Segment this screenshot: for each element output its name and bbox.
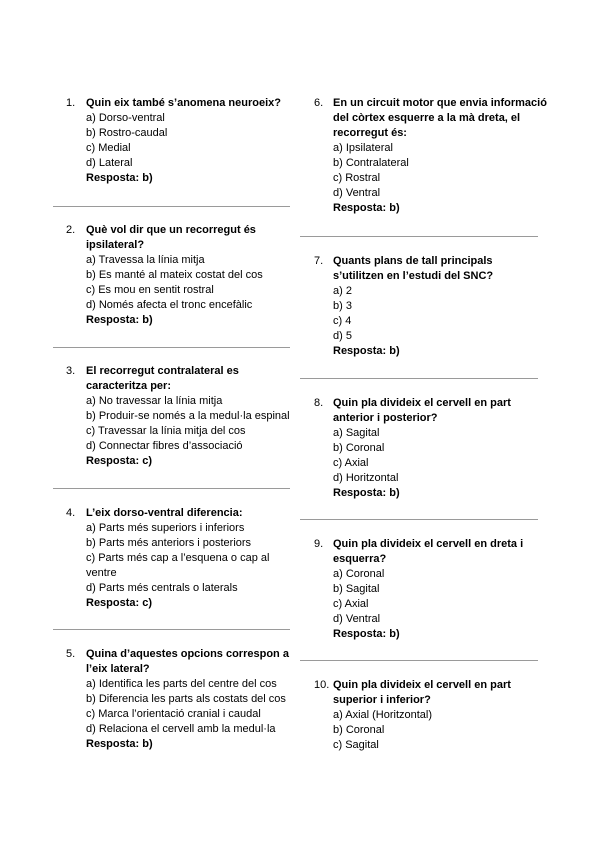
option: d) 5 — [333, 330, 352, 342]
question-text: 9. Quin pla divideix el cervell en dreta i esquerra? — [314, 538, 524, 565]
option: c) Travessar la línia mitja del cos — [86, 425, 246, 437]
question-number: 2. — [66, 224, 76, 236]
options — [0, 677, 300, 737]
options — [0, 253, 300, 313]
question-number: 10. — [314, 679, 330, 691]
question-number: 6. — [314, 97, 324, 109]
answer: Resposta: b) — [86, 314, 153, 326]
option: b) Coronal — [333, 442, 385, 454]
question-text: 7. Quants plans de tall principals s’utilitzen en l’estudi del SNC? — [314, 255, 494, 282]
question-1 — [0, 96, 300, 186]
divider — [300, 378, 538, 379]
option: c) Sagital — [333, 739, 379, 751]
option: d) Connectar fibres d’associació — [86, 440, 243, 452]
question-number: 7. — [314, 255, 324, 267]
option: a) 2 — [333, 285, 352, 297]
divider — [300, 660, 538, 661]
option: b) Es manté al mateix costat del cos — [86, 269, 263, 281]
answer: Resposta: b) — [333, 487, 400, 499]
question-number: 3. — [66, 365, 76, 377]
question-text: 10. Quin pla divideix el cervell en part superior i inferior? — [314, 679, 511, 706]
divider — [53, 347, 290, 348]
option: a) Parts més superiors i inferiors — [86, 522, 245, 534]
question-text: 3. El recorregut contralateral es caracteritza per: — [66, 365, 239, 392]
option: a) Identifica les parts del centre del cos — [86, 678, 277, 690]
divider — [300, 519, 538, 520]
answer: Resposta: c) — [86, 455, 153, 467]
option: d) Lateral — [86, 157, 133, 169]
question-text: 5. Quina d’aquestes opcions correspon a l’eix lateral? — [66, 648, 289, 675]
question-number: 9. — [314, 538, 324, 550]
option: c) Axial — [333, 457, 369, 469]
divider — [53, 629, 290, 630]
question-text: 4. L’eix dorso-ventral diferencia: — [66, 507, 243, 519]
question-6 — [300, 96, 600, 216]
option: b) Produir-se només a la medul·la espinal — [86, 410, 290, 422]
question-9 — [300, 537, 600, 642]
question-3 — [0, 364, 300, 469]
option: b) Coronal — [333, 724, 385, 736]
options — [300, 708, 600, 753]
options — [300, 284, 600, 344]
option: d) Relaciona el cervell amb la medul·la — [86, 723, 276, 735]
question-7 — [300, 254, 600, 359]
option: b) Sagital — [333, 583, 380, 595]
options — [300, 426, 600, 486]
question-text: 2. Què vol dir que un recorregut és ipsilateral? — [66, 224, 256, 251]
question-number: 8. — [314, 397, 324, 409]
option: a) No travessar la línia mitja — [86, 395, 223, 407]
question-text: 1. Quin eix també s’anomena neuroeix? — [66, 97, 281, 109]
question-number: 1. — [66, 97, 76, 109]
option: b) Parts més anteriors i posteriors — [86, 537, 252, 549]
option: d) Horitzontal — [333, 472, 399, 484]
option: a) Sagital — [333, 427, 380, 439]
option: c) Marca l’orientació cranial i caudal — [86, 708, 261, 720]
options — [0, 521, 300, 596]
options — [300, 141, 600, 201]
divider — [300, 236, 538, 237]
options — [300, 567, 600, 627]
answer: Resposta: b) — [86, 738, 153, 750]
question-10 — [300, 678, 600, 753]
question-4 — [0, 506, 300, 611]
divider — [53, 206, 290, 207]
question-number: 4. — [66, 507, 76, 519]
option: a) Axial (Horitzontal) — [333, 709, 433, 721]
option: d) Parts més centrals o laterals — [86, 582, 238, 594]
question-text: 6. En un circuit motor que envia informació del còrtex esquerre a la mà dreta, el recorregut és: — [314, 97, 547, 139]
answer: Resposta: b) — [333, 345, 400, 357]
option: c) Parts més cap a l’esquena o cap al ventre — [86, 552, 270, 579]
options — [0, 111, 300, 171]
divider — [53, 488, 290, 489]
option: c) Medial — [86, 142, 131, 154]
option: d) Ventral — [333, 187, 381, 199]
option: b) Rostro-caudal — [86, 127, 168, 139]
answer: Resposta: b) — [86, 172, 153, 184]
question-number: 5. — [66, 648, 76, 660]
answer: Resposta: b) — [333, 202, 400, 214]
answer: Resposta: b) — [333, 628, 400, 640]
option: c) 4 — [333, 315, 352, 327]
option: c) Rostral — [333, 172, 381, 184]
question-text: 8. Quin pla divideix el cervell en part anterior i posterior? — [314, 397, 511, 424]
option: b) Diferencia les parts als costats del cos — [86, 693, 286, 705]
question-2 — [0, 223, 300, 328]
question-8 — [300, 396, 600, 501]
option: b) 3 — [333, 300, 352, 312]
option: a) Dorso-ventral — [86, 112, 165, 124]
option: d) Ventral — [333, 613, 381, 625]
option: b) Contralateral — [333, 157, 409, 169]
option: a) Coronal — [333, 568, 385, 580]
option: a) Travessa la línia mitja — [86, 254, 205, 266]
question-5 — [0, 647, 300, 752]
option: d) Només afecta el tronc encefàlic — [86, 299, 253, 311]
option: a) Ipsilateral — [333, 142, 393, 154]
answer: Resposta: c) — [86, 597, 153, 609]
option: c) Axial — [333, 598, 369, 610]
option: c) Es mou en sentit rostral — [86, 284, 214, 296]
options — [0, 394, 300, 454]
